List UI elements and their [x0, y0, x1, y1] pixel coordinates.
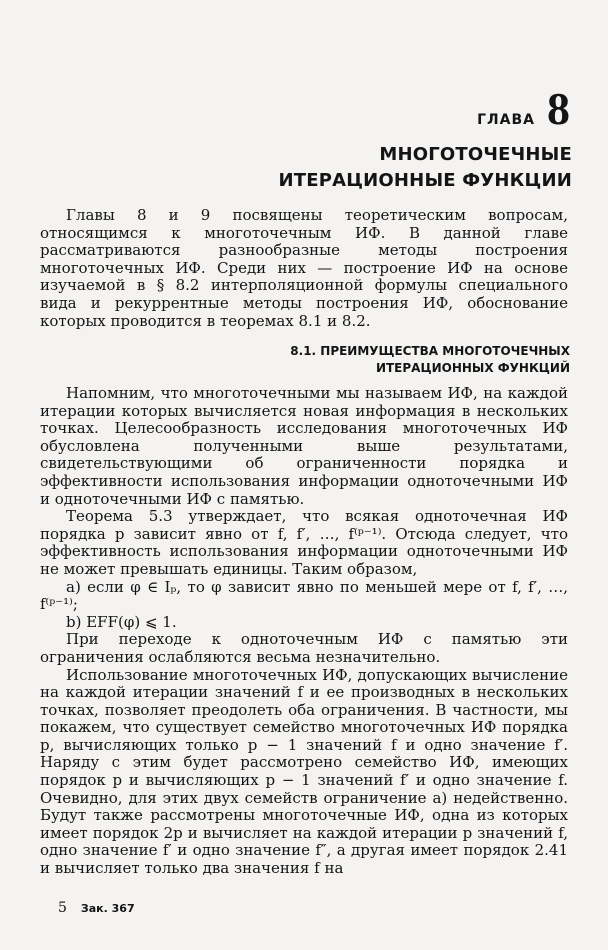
list-item-a: а) если φ ∈ Iₚ, то φ зависит явно по меньшей мере от f, f′, …, f⁽ᵖ⁻¹⁾;: [40, 577, 568, 614]
order-number: Зак. 367: [80, 902, 135, 915]
list-item-b: b) EFF(φ) ⩽ 1.: [66, 612, 177, 631]
section-title: [290, 343, 570, 377]
chapter-label: ГЛАВА: [477, 112, 535, 128]
section-body: [40, 385, 568, 878]
page-footer: [58, 900, 135, 916]
chapter-heading: [477, 83, 570, 134]
paragraph-1: Напомним, что многоточечными мы называем ИФ, на каждой итерации которых вычисляется новая информация в нескольких точках. Целесообразность исследования многоточечных ИФ обусловлена полученными выше результатами, свидетельствующими об ограниченности порядка и эффективности использования информации одноточечными ИФ и одноточечными ИФ с памятью.: [40, 384, 568, 508]
chapter-title: [278, 142, 572, 194]
chapter-number: 8: [547, 83, 570, 134]
chapter-title-line2: ИТЕРАЦИОННЫЕ ФУНКЦИИ: [278, 170, 572, 191]
section-title-line1: 8.1. ПРЕИМУЩЕСТВА МНОГОТОЧЕЧНЫХ: [290, 344, 570, 358]
chapter-title-line1: МНОГОТОЧЕЧНЫЕ: [379, 144, 572, 165]
paragraph-2: Теорема 5.3 утверждает, что всякая одноточечная ИФ порядка p зависит явно от f, f′, …, f⁽ᵖ⁻¹⁾. Отсюда следует, что эффективность использования информации одноточечными ИФ не может превышать единицы. Таким образом,: [40, 507, 568, 578]
intro-paragraph-block: [40, 207, 568, 330]
section-title-line2: ИТЕРАЦИОННЫХ ФУНКЦИЙ: [375, 361, 570, 375]
page-signature-number: 5: [58, 900, 67, 916]
paragraph-4: Использование многоточечных ИФ, допускающих вычисление на каждой итерации значений f и ее производных в нескольких точках, позволяет преодолеть оба ограничения. В частности, мы покажем, что существует семейство многоточечных ИФ порядка p, вычисляющих только p − 1 значений f и одно значение f′. Наряду с этим будет рассмотрено семейство ИФ, имеющих порядок p и вычисляющих p − 1 значений f′ и одно значение f. Очевидно, для этих двух семейств ограничение а) недейственно. Будут также рассмотрены многоточечные ИФ, одна из которых имеет порядок 2p и вычисляет на каждой итерации p значений f, одно значение f′ и одно значение f″, а другая имеет порядок 2.41 и вычисляет только два значения f на: [40, 665, 568, 878]
intro-paragraph: Главы 8 и 9 посвящены теоретическим вопросам, относящимся к многоточечным ИФ. В данной главе рассматриваются разнообразные методы построения многоточечных ИФ. Среди них — построение ИФ на основе изучаемой в § 8.2 интерполяционной формулы специального вида и рекуррентные методы построения ИФ, обоснование которых проводится в теоремах 8.1 и 8.2.: [40, 206, 568, 330]
paragraph-3: При переходе к одноточечным ИФ с памятью эти ограничения ослабляются весьма незначительно.: [40, 630, 568, 666]
